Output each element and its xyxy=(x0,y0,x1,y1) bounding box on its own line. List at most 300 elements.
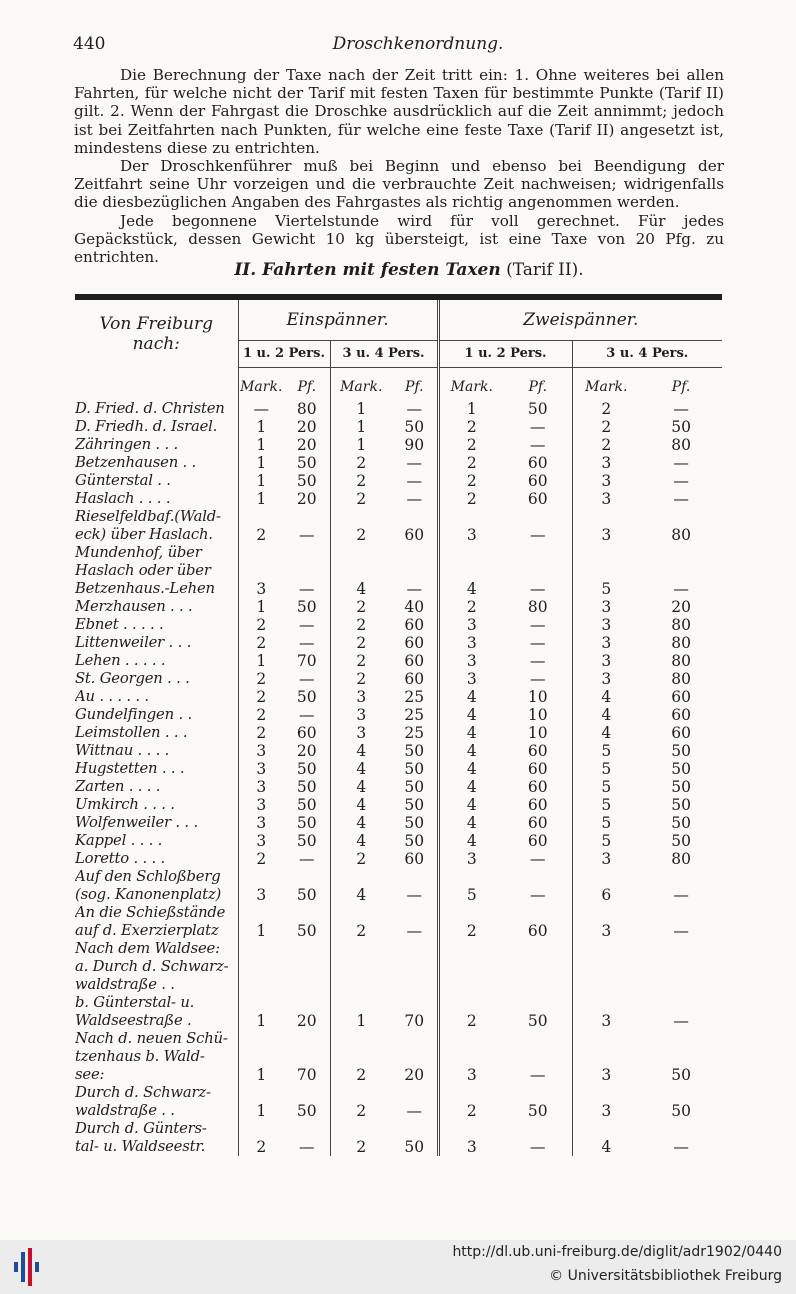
origin-heading-line1: Von Freiburg xyxy=(99,313,214,334)
destination-name: Wolfenweiler . . . xyxy=(75,814,238,832)
empty-cell xyxy=(284,508,330,526)
fare-mark-cell: 4 xyxy=(466,778,477,796)
table-row xyxy=(75,400,722,418)
empty-cell xyxy=(438,508,504,526)
fare-mark-cell: 2 xyxy=(256,1138,267,1156)
fare-pf-cell: 20 xyxy=(671,598,691,616)
empty-cell xyxy=(640,868,722,886)
empty-cell xyxy=(284,868,330,886)
fare-pf-cell: 25 xyxy=(392,706,438,724)
fare-pf-cell: 25 xyxy=(392,724,438,742)
fare-mark-cell: 5 xyxy=(601,742,612,760)
table-row xyxy=(75,508,722,526)
fare-mark-cell: 1 xyxy=(256,922,267,940)
fare-mark-cell: 5 xyxy=(601,580,612,598)
fare-mark-cell: 1 xyxy=(356,418,367,436)
empty-cell xyxy=(572,868,640,886)
fare-mark-cell: 5 xyxy=(601,832,612,850)
fare-mark-cell: 1 xyxy=(256,1102,267,1120)
fare-pf-cell: 50 xyxy=(392,418,438,436)
destination-name: Leimstollen . . . xyxy=(75,724,238,742)
fare-mark-cell: 3 xyxy=(256,796,267,814)
group-heading-zweispaenner: Zweispänner. xyxy=(438,300,722,341)
fare-mark-cell: 2 xyxy=(601,418,612,436)
fare-pf-cell: 20 xyxy=(284,436,330,454)
empty-cell xyxy=(438,868,504,886)
fare-pf-cell: 80 xyxy=(671,526,691,544)
destination-name: Loretto . . . . xyxy=(75,850,238,868)
empty-cell xyxy=(284,562,330,580)
footer-bar xyxy=(0,1240,796,1294)
empty-cell xyxy=(504,958,572,976)
fare-pf-cell: — xyxy=(673,472,689,490)
fare-mark-cell: 1 xyxy=(256,652,267,670)
destination-name: (sog. Kanonenplatz) xyxy=(75,886,238,904)
fare-mark-cell: 2 xyxy=(356,670,367,688)
fare-mark-cell: 2 xyxy=(356,598,367,616)
fare-pf-cell: 50 xyxy=(392,814,438,832)
destination-name: Durch d. Schwarz- xyxy=(75,1084,238,1102)
empty-cell xyxy=(284,1084,330,1102)
destination-name: Hugstetten . . . xyxy=(75,760,238,778)
table-row xyxy=(75,454,722,472)
fare-mark-cell: 3 xyxy=(256,580,267,598)
fare-pf-cell: 50 xyxy=(504,1012,572,1030)
empty-cell xyxy=(438,544,504,562)
table-row xyxy=(75,742,722,760)
table-row xyxy=(75,436,722,454)
intro-paragraph: Jede begonnene Viertelstunde wird für voll gerechnet. Für jedes Gepäckstück, dessen Gewicht 10 kg übersteigt, ist eine Taxe von 20 Pfg. zu entrichten. xyxy=(74,211,724,267)
fare-mark-cell: 3 xyxy=(466,526,477,544)
empty-cell xyxy=(640,1120,722,1138)
fare-mark-cell: 3 xyxy=(601,490,612,508)
fare-pf-cell: — xyxy=(284,850,330,868)
fare-mark-cell: 2 xyxy=(256,706,267,724)
fare-pf-cell: 80 xyxy=(504,598,572,616)
fare-mark-cell: 3 xyxy=(256,886,267,904)
destination-name: St. Georgen . . . xyxy=(75,670,238,688)
fare-pf-cell: — xyxy=(392,580,438,598)
fare-pf-cell: 60 xyxy=(504,760,572,778)
fare-mark-cell: 2 xyxy=(466,418,477,436)
empty-cell xyxy=(572,1030,640,1048)
fare-mark-cell: 4 xyxy=(466,706,477,724)
empty-cell xyxy=(392,976,438,994)
section-title xyxy=(0,260,796,280)
fare-mark-cell: 1 xyxy=(256,418,267,436)
table-row xyxy=(75,598,722,616)
fare-mark-cell: 3 xyxy=(601,526,612,544)
origin-heading-line2: nach: xyxy=(132,333,180,354)
destination-name: Zähringen . . . xyxy=(75,436,238,454)
empty-cell xyxy=(238,1084,284,1102)
fare-pf-cell: 50 xyxy=(284,598,330,616)
empty-cell xyxy=(504,1120,572,1138)
empty-cell xyxy=(392,904,438,922)
fare-pf-cell: — xyxy=(392,886,438,904)
table-row xyxy=(75,958,722,976)
fare-pf-cell: 60 xyxy=(504,742,572,760)
fare-pf-cell: 20 xyxy=(392,1066,438,1084)
fare-pf-cell: 50 xyxy=(284,832,330,850)
fare-mark-cell: 2 xyxy=(356,1138,367,1156)
fare-pf-cell: 70 xyxy=(284,1066,330,1084)
fare-pf-cell: 50 xyxy=(284,688,330,706)
fare-pf-cell: 40 xyxy=(392,598,438,616)
destination-name: Auf den Schloßberg xyxy=(75,868,238,886)
fare-mark-cell: 4 xyxy=(356,760,367,778)
empty-cell xyxy=(572,1084,640,1102)
table-row xyxy=(75,670,722,688)
table-row xyxy=(75,1048,722,1066)
fare-pf-cell: 50 xyxy=(284,814,330,832)
table-row xyxy=(75,490,722,508)
destination-name: Rieselfeldbaf.(Wald- xyxy=(75,508,238,526)
fare-pf-cell: 60 xyxy=(504,814,572,832)
fare-pf-cell: 50 xyxy=(284,1102,330,1120)
fare-pf-cell: 60 xyxy=(392,616,438,634)
fare-mark-cell: 2 xyxy=(256,616,267,634)
fare-mark-cell: 3 xyxy=(601,634,612,652)
fare-pf-cell: 60 xyxy=(392,670,438,688)
fare-pf-cell: 50 xyxy=(284,922,330,940)
origin-heading xyxy=(75,300,238,368)
fare-mark-cell: 4 xyxy=(356,580,367,598)
fare-pf-cell: 10 xyxy=(504,688,572,706)
table-row xyxy=(75,472,722,490)
fare-mark-cell: 1 xyxy=(466,400,477,418)
destination-name: Haslach oder über xyxy=(75,562,238,580)
fare-pf-cell: — xyxy=(284,1138,330,1156)
fare-pf-cell: — xyxy=(392,1102,438,1120)
fare-pf-cell: — xyxy=(392,472,438,490)
empty-cell xyxy=(504,994,572,1012)
fare-pf-cell: — xyxy=(284,634,330,652)
table-row xyxy=(75,832,722,850)
table-row xyxy=(75,1120,722,1138)
fare-mark-cell: 3 xyxy=(256,814,267,832)
empty-cell xyxy=(392,1084,438,1102)
fare-pf-cell: 50 xyxy=(671,796,691,814)
fare-pf-cell: 80 xyxy=(671,436,691,454)
fare-pf-cell: 50 xyxy=(284,886,330,904)
fare-pf-cell: 60 xyxy=(392,526,438,544)
fare-pf-cell: 20 xyxy=(284,1012,330,1030)
destination-name: tal- u. Waldseestr. xyxy=(75,1138,238,1156)
fare-mark-cell: 4 xyxy=(466,832,477,850)
empty-cell xyxy=(330,1120,392,1138)
fare-mark-cell: 4 xyxy=(466,760,477,778)
fare-mark-cell: 2 xyxy=(466,922,477,940)
table-row xyxy=(75,850,722,868)
fare-mark-cell: 2 xyxy=(356,472,367,490)
fare-pf-cell: 50 xyxy=(671,814,691,832)
fare-pf-cell: 60 xyxy=(504,472,572,490)
table-row xyxy=(75,1084,722,1102)
empty-cell xyxy=(284,958,330,976)
empty-cell xyxy=(640,1084,722,1102)
table-row xyxy=(75,724,722,742)
fare-mark-cell: 1 xyxy=(256,490,267,508)
fare-mark-cell: 3 xyxy=(466,1138,477,1156)
fare-mark-cell: 2 xyxy=(356,1102,367,1120)
fare-mark-cell: 2 xyxy=(466,598,477,616)
fare-pf-cell: 50 xyxy=(671,832,691,850)
empty-cell xyxy=(392,1030,438,1048)
fare-mark-cell: 2 xyxy=(256,724,267,742)
fare-mark-cell: 2 xyxy=(356,922,367,940)
destination-name: b. Günterstal- u. xyxy=(75,994,238,1012)
fare-mark-cell: 1 xyxy=(256,436,267,454)
fare-pf-cell: 50 xyxy=(671,1102,691,1120)
fare-pf-cell: — xyxy=(673,1138,689,1156)
fare-mark-cell: 2 xyxy=(356,490,367,508)
empty-cell xyxy=(330,562,392,580)
empty-cell xyxy=(238,940,284,958)
fare-mark-cell: 2 xyxy=(601,400,612,418)
subheading-persons: 3 u. 4 Pers. xyxy=(572,341,722,368)
fare-pf-cell: 50 xyxy=(671,778,691,796)
fare-mark-cell: 4 xyxy=(601,1138,612,1156)
empty-cell xyxy=(504,904,572,922)
fare-mark-cell: 2 xyxy=(256,688,267,706)
unit-mark: Mark. xyxy=(450,379,493,395)
table-row xyxy=(75,418,722,436)
destination-name: Wittnau . . . . xyxy=(75,742,238,760)
fare-mark-cell: 5 xyxy=(466,886,477,904)
table-row xyxy=(75,940,722,958)
fare-table xyxy=(75,300,722,1156)
table-row xyxy=(75,814,722,832)
fare-pf-cell: 50 xyxy=(284,472,330,490)
fare-mark-cell: 4 xyxy=(356,778,367,796)
fare-mark-cell: 3 xyxy=(356,724,367,742)
empty-cell xyxy=(438,904,504,922)
fare-mark-cell: 2 xyxy=(356,1066,367,1084)
fare-mark-cell: 5 xyxy=(601,778,612,796)
fare-mark-cell: 2 xyxy=(466,472,477,490)
empty-cell xyxy=(330,994,392,1012)
fare-mark-cell: 3 xyxy=(601,1102,612,1120)
unit-mark: Mark. xyxy=(585,379,628,395)
fare-mark-cell: 3 xyxy=(601,454,612,472)
empty-cell xyxy=(504,940,572,958)
fare-mark-cell: 2 xyxy=(356,454,367,472)
fare-pf-cell: — xyxy=(673,886,689,904)
fare-pf-cell: 50 xyxy=(504,1102,572,1120)
fare-pf-cell: — xyxy=(284,670,330,688)
table-row xyxy=(75,778,722,796)
empty-cell xyxy=(504,1084,572,1102)
empty-cell xyxy=(504,562,572,580)
section-title-sub: (Tarif II). xyxy=(506,260,584,280)
units-spacer xyxy=(75,368,238,397)
destination-name: D. Friedh. d. Israel. xyxy=(75,418,238,436)
fare-pf-cell: 80 xyxy=(284,400,330,418)
unit-pf: Pf. xyxy=(392,368,438,397)
empty-cell xyxy=(392,562,438,580)
empty-cell xyxy=(640,976,722,994)
fare-mark-cell: 3 xyxy=(466,652,477,670)
empty-cell xyxy=(504,1048,572,1066)
fare-mark-cell: 3 xyxy=(256,832,267,850)
destination-name: tzenhaus b. Wald- xyxy=(75,1048,238,1066)
empty-cell xyxy=(392,940,438,958)
empty-cell xyxy=(504,976,572,994)
unit-pf: Pf. xyxy=(671,379,691,395)
empty-cell xyxy=(284,940,330,958)
empty-cell xyxy=(238,544,284,562)
empty-cell xyxy=(238,976,284,994)
unit-mark: Mark. xyxy=(340,379,383,395)
empty-cell xyxy=(392,1048,438,1066)
destination-name: D. Fried. d. Christen xyxy=(75,400,238,418)
destination-name: see: xyxy=(75,1066,238,1084)
empty-cell xyxy=(438,958,504,976)
fare-mark-cell: 4 xyxy=(356,796,367,814)
destination-name: eck) über Haslach. xyxy=(75,526,238,544)
subheading-persons: 3 u. 4 Pers. xyxy=(330,341,438,368)
empty-cell xyxy=(640,1048,722,1066)
table-row xyxy=(75,1138,722,1156)
empty-cell xyxy=(572,1120,640,1138)
fare-pf-cell: 50 xyxy=(392,1138,438,1156)
fare-pf-cell: 50 xyxy=(671,742,691,760)
empty-cell xyxy=(330,1084,392,1102)
running-title: Droschkenordnung. xyxy=(332,34,504,54)
fare-mark-cell: 4 xyxy=(466,688,477,706)
fare-pf-cell: — xyxy=(504,418,572,436)
empty-cell xyxy=(504,1030,572,1048)
fare-pf-cell: — xyxy=(673,490,689,508)
fare-pf-cell: 10 xyxy=(504,724,572,742)
empty-cell xyxy=(284,544,330,562)
destination-name: Merzhausen . . . xyxy=(75,598,238,616)
section-title-main: II. Fahrten mit festen Taxen xyxy=(234,260,501,280)
source-url[interactable]: http://dl.ub.uni-freiburg.de/diglit/adr1902/0440 xyxy=(452,1244,782,1260)
empty-cell xyxy=(438,1084,504,1102)
fare-pf-cell: — xyxy=(504,634,572,652)
empty-cell xyxy=(330,544,392,562)
fare-mark-cell: 2 xyxy=(466,1012,477,1030)
empty-cell xyxy=(330,958,392,976)
fare-mark-cell: — xyxy=(253,400,269,418)
empty-cell xyxy=(238,1120,284,1138)
fare-pf-cell: 60 xyxy=(392,652,438,670)
destination-name: Durch d. Günters- xyxy=(75,1120,238,1138)
empty-cell xyxy=(438,1030,504,1048)
empty-cell xyxy=(572,1048,640,1066)
empty-cell xyxy=(640,994,722,1012)
fare-mark-cell: 3 xyxy=(466,616,477,634)
fare-mark-cell: 2 xyxy=(466,436,477,454)
empty-cell xyxy=(392,868,438,886)
destination-name: Nach dem Waldsee: xyxy=(75,940,238,958)
fare-pf-cell: 50 xyxy=(671,1066,691,1084)
fare-mark-cell: 3 xyxy=(466,1066,477,1084)
fare-pf-cell: 60 xyxy=(504,796,572,814)
fare-mark-cell: 2 xyxy=(466,454,477,472)
empty-cell xyxy=(504,544,572,562)
fare-mark-cell: 3 xyxy=(356,688,367,706)
empty-cell xyxy=(640,940,722,958)
unit-mark: Mark. xyxy=(240,379,283,395)
fare-mark-cell: 4 xyxy=(466,580,477,598)
table-row xyxy=(75,976,722,994)
destination-name: Littenweiler . . . xyxy=(75,634,238,652)
table-row xyxy=(75,1102,722,1120)
fare-pf-cell: — xyxy=(504,670,572,688)
fare-mark-cell: 3 xyxy=(466,850,477,868)
fare-mark-cell: 1 xyxy=(256,598,267,616)
intro-text xyxy=(74,66,724,266)
fare-pf-cell: 50 xyxy=(671,418,691,436)
empty-cell xyxy=(284,1048,330,1066)
empty-cell xyxy=(330,868,392,886)
destination-name: Waldseestraße . xyxy=(75,1012,238,1030)
fare-mark-cell: 3 xyxy=(601,652,612,670)
intro-paragraph: Der Droschkenführer muß bei Beginn und ebenso bei Beendigung der Zeitfahrt seine Uhr vorzeigen und die verbrauchte Zeit nachweisen; widrigenfalls die diesbezüglichen Angaben des Fahrgastes als richtig angenommen werden. xyxy=(74,157,724,212)
table-row xyxy=(75,688,722,706)
fare-mark-cell: 2 xyxy=(466,490,477,508)
fare-mark-cell: 6 xyxy=(601,886,612,904)
fare-pf-cell: — xyxy=(392,922,438,940)
table-row xyxy=(75,886,722,904)
fare-mark-cell: 4 xyxy=(356,832,367,850)
fare-pf-cell: — xyxy=(504,652,572,670)
fare-pf-cell: 50 xyxy=(284,760,330,778)
fare-pf-cell: 20 xyxy=(284,490,330,508)
fare-pf-cell: 60 xyxy=(504,778,572,796)
table-row xyxy=(75,994,722,1012)
table-row xyxy=(75,706,722,724)
empty-cell xyxy=(572,976,640,994)
fare-pf-cell: 25 xyxy=(392,688,438,706)
fare-mark-cell: 4 xyxy=(356,886,367,904)
fare-mark-cell: 3 xyxy=(256,778,267,796)
empty-cell xyxy=(330,904,392,922)
fare-pf-cell: 70 xyxy=(284,652,330,670)
empty-cell xyxy=(640,562,722,580)
fare-mark-cell: 4 xyxy=(601,724,612,742)
empty-cell xyxy=(284,1030,330,1048)
unit-pf: Pf. xyxy=(504,368,572,397)
empty-cell xyxy=(238,562,284,580)
fare-mark-cell: 4 xyxy=(466,814,477,832)
empty-cell xyxy=(438,940,504,958)
fare-mark-cell: 3 xyxy=(256,760,267,778)
table-row xyxy=(75,868,722,886)
table-row xyxy=(75,796,722,814)
fare-mark-cell: 1 xyxy=(256,1066,267,1084)
empty-cell xyxy=(504,868,572,886)
subheading-persons: 1 u. 2 Pers. xyxy=(238,341,330,368)
empty-cell xyxy=(572,994,640,1012)
fare-pf-cell: 10 xyxy=(504,706,572,724)
fare-mark-cell: 5 xyxy=(601,760,612,778)
destination-name: Ebnet . . . . . xyxy=(75,616,238,634)
fare-mark-cell: 3 xyxy=(466,634,477,652)
fare-mark-cell: 2 xyxy=(256,850,267,868)
empty-cell xyxy=(392,508,438,526)
fare-pf-cell: 50 xyxy=(284,778,330,796)
fare-mark-cell: 1 xyxy=(356,400,367,418)
fare-pf-cell: 50 xyxy=(284,454,330,472)
fare-pf-cell: 60 xyxy=(504,454,572,472)
unit-pf: Pf. xyxy=(284,368,330,397)
fare-mark-cell: 2 xyxy=(356,616,367,634)
fare-mark-cell: 4 xyxy=(356,814,367,832)
